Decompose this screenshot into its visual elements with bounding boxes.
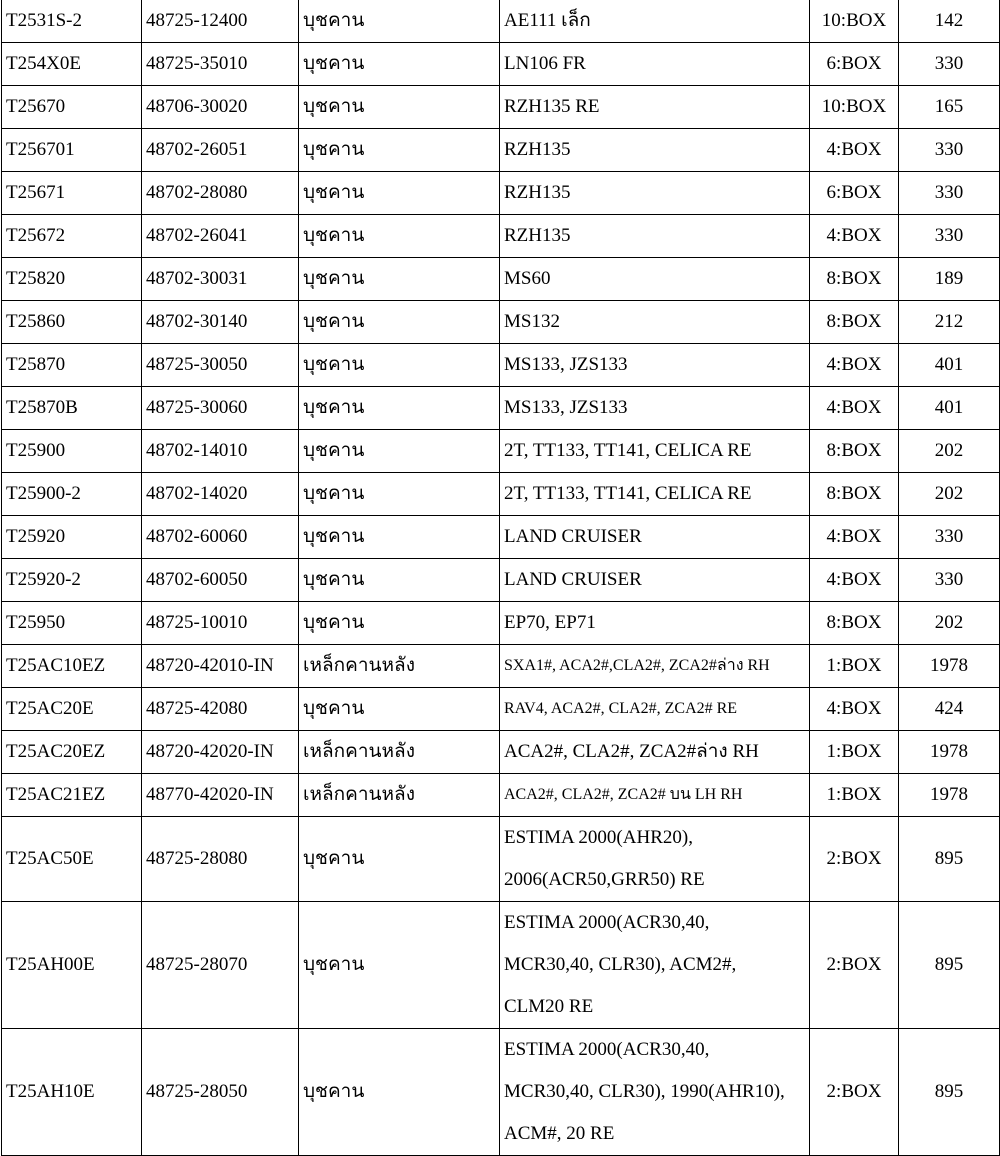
cell-part-number: 48725-28070 (142, 902, 299, 1029)
cell-pack-qty: 2:BOX (810, 1029, 899, 1156)
cell-part-number: 48702-14020 (142, 473, 299, 516)
cell-pack-qty: 8:BOX (810, 258, 899, 301)
cell-price: 330 (899, 516, 1000, 559)
cell-description: บุชคาน (299, 301, 500, 344)
cell-model (500, 344, 810, 387)
cell-model (500, 129, 810, 172)
table-row (2, 902, 1000, 1029)
model-line: 2T, TT133, TT141, CELICA RE (504, 440, 752, 461)
cell-description: บุชคาน (299, 516, 500, 559)
cell-pack-qty: 1:BOX (810, 731, 899, 774)
cell-pack-qty: 2:BOX (810, 817, 899, 902)
model-line: MCR30,40, CLR30), 1990(AHR10), (504, 1081, 785, 1102)
cell-price: 142 (899, 0, 1000, 43)
cell-item-code: T25900 (2, 430, 142, 473)
cell-pack-qty: 1:BOX (810, 774, 899, 817)
cell-part-number: 48702-30140 (142, 301, 299, 344)
table-row (2, 0, 1000, 43)
cell-item-code: T25AC20E (2, 688, 142, 731)
cell-description: บุชคาน (299, 1029, 500, 1156)
cell-item-code: T25820 (2, 258, 142, 301)
cell-price: 330 (899, 172, 1000, 215)
cell-model (500, 387, 810, 430)
cell-price: 424 (899, 688, 1000, 731)
cell-part-number: 48725-42080 (142, 688, 299, 731)
cell-item-code: T2531S-2 (2, 0, 142, 43)
model-line: ACA2#, CLA2#, ZCA2# บน LH RH (504, 786, 743, 803)
cell-price: 895 (899, 817, 1000, 902)
model-line: MS133, JZS133 (504, 397, 628, 418)
model-line: ESTIMA 2000(ACR30,40, (504, 1039, 710, 1060)
cell-item-code: T254X0E (2, 43, 142, 86)
table-row (2, 258, 1000, 301)
cell-description: บุชคาน (299, 902, 500, 1029)
cell-item-code: T25920-2 (2, 559, 142, 602)
model-line: SXA1#, ACA2#,CLA2#, ZCA2#ล่าง RH (504, 657, 770, 674)
cell-part-number: 48725-10010 (142, 602, 299, 645)
cell-model (500, 731, 810, 774)
cell-pack-qty: 4:BOX (810, 387, 899, 430)
cell-pack-qty: 4:BOX (810, 129, 899, 172)
table-row (2, 688, 1000, 731)
cell-item-code: T25AC50E (2, 817, 142, 902)
cell-item-code: T25AC21EZ (2, 774, 142, 817)
model-line: LN106 FR (504, 53, 586, 74)
model-line: 2006(ACR50,GRR50) RE (504, 869, 705, 890)
model-line: RZH135 (504, 139, 571, 160)
cell-part-number: 48770-42020-IN (142, 774, 299, 817)
table-row (2, 215, 1000, 258)
cell-price: 189 (899, 258, 1000, 301)
model-line: 2T, TT133, TT141, CELICA RE (504, 483, 752, 504)
cell-part-number: 48702-60060 (142, 516, 299, 559)
cell-model (500, 774, 810, 817)
model-line: MCR30,40, CLR30), ACM2#, (504, 954, 737, 975)
cell-description: เหล็กคานหลัง (299, 774, 500, 817)
table-row (2, 645, 1000, 688)
cell-model (500, 215, 810, 258)
model-line: CLM20 RE (504, 996, 594, 1017)
table-row (2, 430, 1000, 473)
cell-model (500, 258, 810, 301)
cell-description: บุชคาน (299, 0, 500, 43)
cell-part-number: 48725-12400 (142, 0, 299, 43)
cell-description: บุชคาน (299, 817, 500, 902)
cell-part-number: 48725-28080 (142, 817, 299, 902)
cell-model (500, 86, 810, 129)
cell-pack-qty: 8:BOX (810, 473, 899, 516)
table-body (2, 0, 1000, 1156)
cell-description: บุชคาน (299, 559, 500, 602)
model-line: ESTIMA 2000(AHR20), (504, 827, 693, 848)
cell-model (500, 430, 810, 473)
model-line: RZH135 (504, 182, 571, 203)
model-line: MS132 (504, 311, 560, 332)
cell-description: บุชคาน (299, 688, 500, 731)
cell-price: 202 (899, 602, 1000, 645)
cell-pack-qty: 4:BOX (810, 559, 899, 602)
table-row (2, 387, 1000, 430)
cell-price: 330 (899, 129, 1000, 172)
cell-description: เหล็กคานหลัง (299, 645, 500, 688)
model-line: ACA2#, CLA2#, ZCA2#ล่าง RH (504, 741, 759, 762)
cell-model (500, 473, 810, 516)
table-row (2, 1029, 1000, 1156)
cell-description: บุชคาน (299, 473, 500, 516)
cell-pack-qty: 6:BOX (810, 43, 899, 86)
cell-pack-qty: 4:BOX (810, 688, 899, 731)
cell-pack-qty: 8:BOX (810, 602, 899, 645)
cell-pack-qty: 10:BOX (810, 0, 899, 43)
model-line: MS60 (504, 268, 551, 289)
cell-item-code: T25950 (2, 602, 142, 645)
cell-item-code: T25AC20EZ (2, 731, 142, 774)
table-row (2, 473, 1000, 516)
cell-pack-qty: 8:BOX (810, 301, 899, 344)
cell-part-number: 48702-14010 (142, 430, 299, 473)
cell-part-number: 48725-35010 (142, 43, 299, 86)
cell-description: บุชคาน (299, 387, 500, 430)
cell-part-number: 48725-30060 (142, 387, 299, 430)
cell-model (500, 817, 810, 902)
model-line: MS133, JZS133 (504, 354, 628, 375)
table-row (2, 86, 1000, 129)
cell-description: บุชคาน (299, 215, 500, 258)
cell-model (500, 516, 810, 559)
cell-model (500, 645, 810, 688)
cell-price: 895 (899, 1029, 1000, 1156)
cell-price: 1978 (899, 645, 1000, 688)
cell-model (500, 688, 810, 731)
cell-item-code: T25870 (2, 344, 142, 387)
cell-price: 401 (899, 344, 1000, 387)
cell-price: 202 (899, 473, 1000, 516)
cell-part-number: 48720-42010-IN (142, 645, 299, 688)
cell-price: 401 (899, 387, 1000, 430)
parts-price-table (1, 0, 1000, 1156)
cell-description: บุชคาน (299, 129, 500, 172)
cell-part-number: 48702-30031 (142, 258, 299, 301)
cell-model (500, 43, 810, 86)
cell-pack-qty: 8:BOX (810, 430, 899, 473)
cell-item-code: T25860 (2, 301, 142, 344)
table-row (2, 731, 1000, 774)
model-line: LAND CRUISER (504, 526, 642, 547)
cell-price: 202 (899, 430, 1000, 473)
cell-price: 330 (899, 215, 1000, 258)
cell-price: 330 (899, 559, 1000, 602)
cell-description: บุชคาน (299, 258, 500, 301)
cell-description: บุชคาน (299, 430, 500, 473)
cell-model (500, 0, 810, 43)
cell-part-number: 48706-30020 (142, 86, 299, 129)
model-line: LAND CRUISER (504, 569, 642, 590)
cell-description: บุชคาน (299, 602, 500, 645)
cell-part-number: 48725-28050 (142, 1029, 299, 1156)
cell-price: 895 (899, 902, 1000, 1029)
cell-item-code: T25920 (2, 516, 142, 559)
cell-description: บุชคาน (299, 43, 500, 86)
table-row (2, 129, 1000, 172)
cell-part-number: 48702-26041 (142, 215, 299, 258)
cell-description: บุชคาน (299, 344, 500, 387)
cell-model (500, 602, 810, 645)
cell-model (500, 1029, 810, 1156)
table-row (2, 344, 1000, 387)
cell-model (500, 301, 810, 344)
cell-pack-qty: 2:BOX (810, 902, 899, 1029)
cell-pack-qty: 10:BOX (810, 86, 899, 129)
cell-pack-qty: 1:BOX (810, 645, 899, 688)
table-row (2, 559, 1000, 602)
cell-price: 1978 (899, 731, 1000, 774)
cell-item-code: T25AC10EZ (2, 645, 142, 688)
table-row (2, 602, 1000, 645)
cell-item-code: T25671 (2, 172, 142, 215)
table-row (2, 516, 1000, 559)
cell-part-number: 48702-26051 (142, 129, 299, 172)
cell-part-number: 48725-30050 (142, 344, 299, 387)
model-line: ESTIMA 2000(ACR30,40, (504, 912, 710, 933)
cell-part-number: 48720-42020-IN (142, 731, 299, 774)
table-row (2, 301, 1000, 344)
cell-price: 212 (899, 301, 1000, 344)
cell-part-number: 48702-60050 (142, 559, 299, 602)
table-row (2, 172, 1000, 215)
cell-item-code: T25670 (2, 86, 142, 129)
model-line: EP70, EP71 (504, 612, 596, 633)
cell-part-number: 48702-28080 (142, 172, 299, 215)
cell-model (500, 559, 810, 602)
cell-pack-qty: 6:BOX (810, 172, 899, 215)
model-line: RAV4, ACA2#, CLA2#, ZCA2# RE (504, 700, 738, 717)
cell-price: 330 (899, 43, 1000, 86)
model-line: RZH135 RE (504, 96, 600, 117)
cell-description: บุชคาน (299, 86, 500, 129)
table-row (2, 43, 1000, 86)
cell-description: เหล็กคานหลัง (299, 731, 500, 774)
cell-item-code: T25AH10E (2, 1029, 142, 1156)
cell-item-code: T25672 (2, 215, 142, 258)
model-line: ACM#, 20 RE (504, 1123, 615, 1144)
model-line: AE111 เล็ก (504, 10, 591, 31)
cell-pack-qty: 4:BOX (810, 516, 899, 559)
cell-item-code: T25900-2 (2, 473, 142, 516)
cell-pack-qty: 4:BOX (810, 344, 899, 387)
cell-item-code: T25870B (2, 387, 142, 430)
table-row (2, 774, 1000, 817)
cell-description: บุชคาน (299, 172, 500, 215)
cell-price: 165 (899, 86, 1000, 129)
cell-item-code: T256701 (2, 129, 142, 172)
cell-price: 1978 (899, 774, 1000, 817)
cell-pack-qty: 4:BOX (810, 215, 899, 258)
cell-model (500, 172, 810, 215)
model-line: RZH135 (504, 225, 571, 246)
cell-model (500, 902, 810, 1029)
cell-item-code: T25AH00E (2, 902, 142, 1029)
table-row (2, 817, 1000, 902)
